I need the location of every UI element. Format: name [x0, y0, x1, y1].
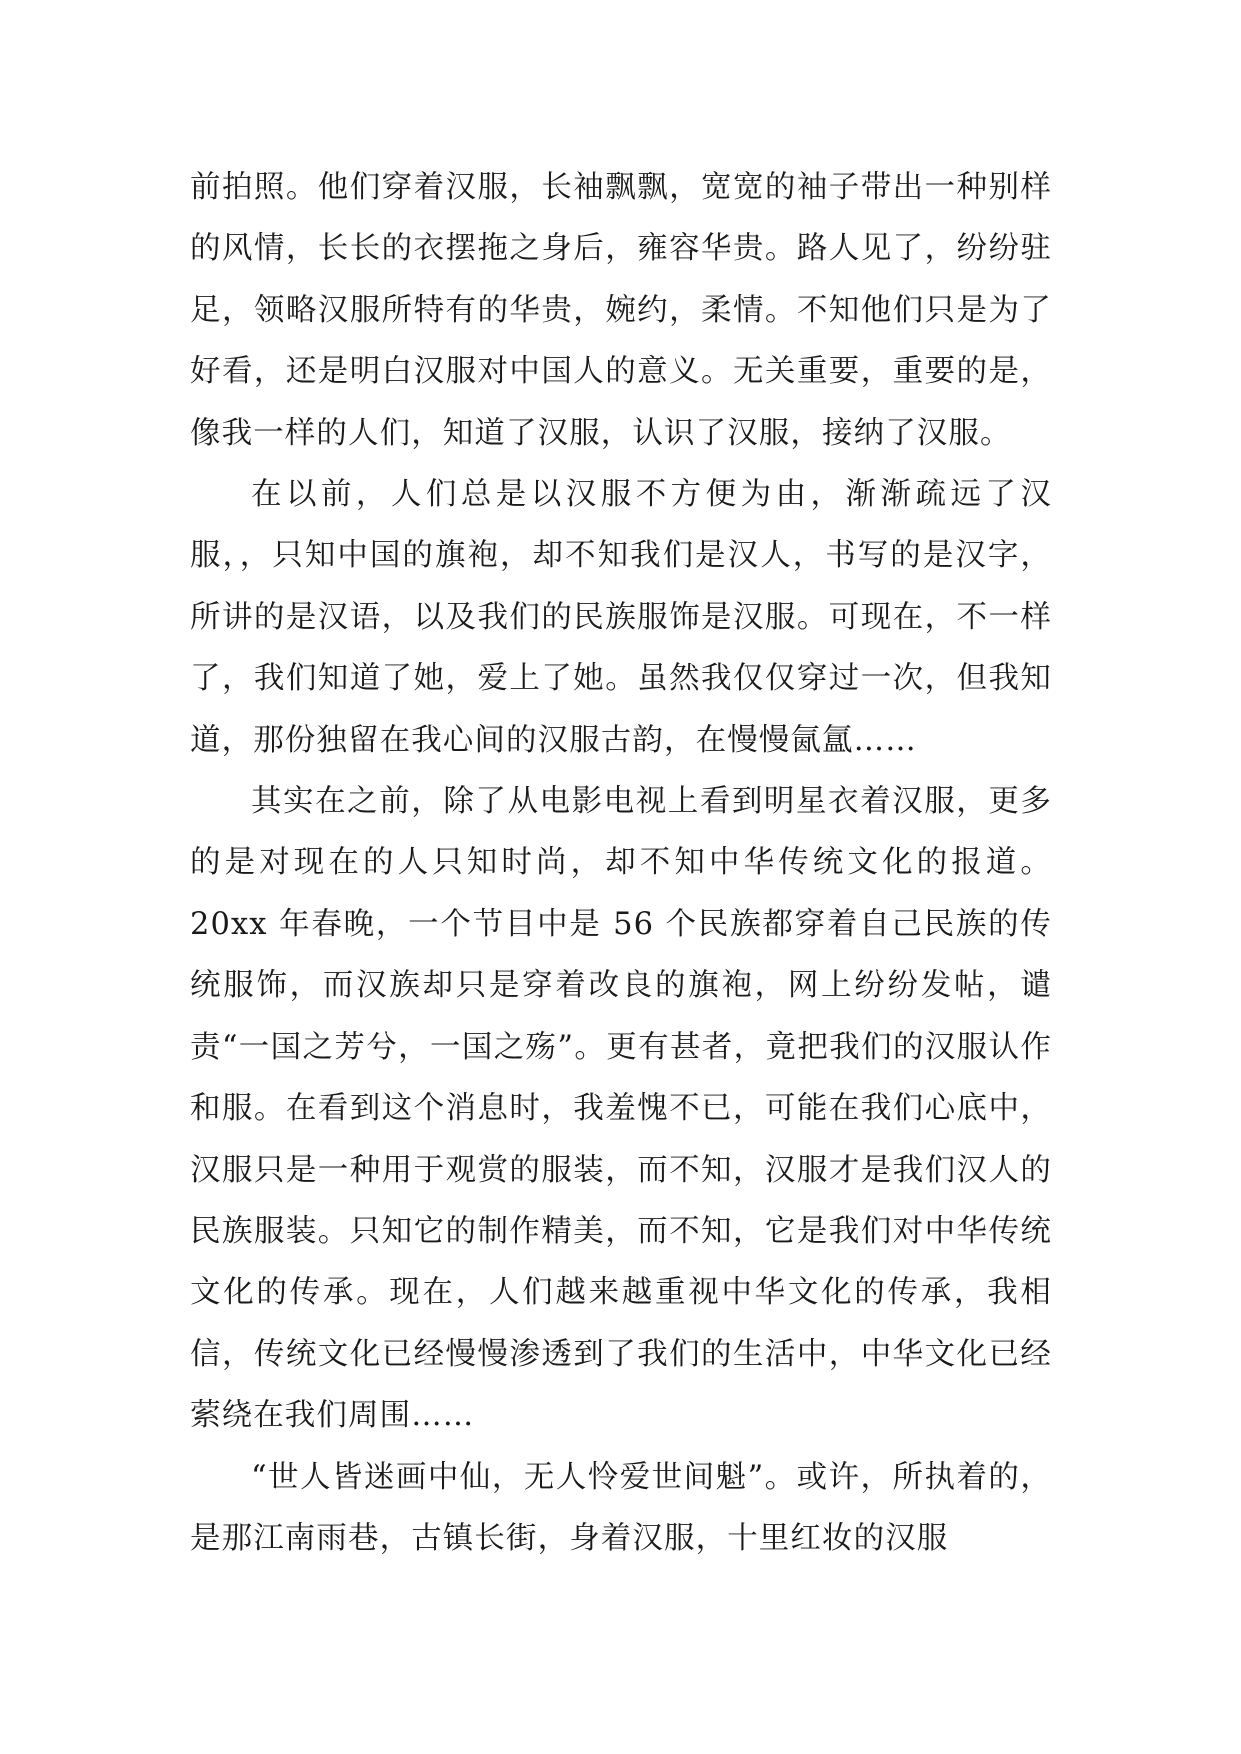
paragraph-4: “世人皆迷画中仙，无人怜爱世间魁”。或许，所执着的，是那江南雨巷，古镇长街，身着汉服，十里红妆的汉服 — [190, 1459, 1052, 1556]
paragraph-3: 其实在之前，除了从电影电视上看到明星衣着汉服，更多的是对现在的人只知时尚，却不知中华传统文化的报道。20xx 年春晚，一个节目中是 56 个民族都穿着自己民族的传统服饰，而汉族却只是穿着改良的旗袍，网上纷纷发帖，谴责“一国之芳兮，一国之殇”。更有甚者，竟把我们的汉服认作和服。在看到这个消息时，我羞愧不已，可能在我们心底中，汉服只是一种用于观赏的服装，而不知，汉服才是我们汉人的民族服装。只知它的制作精美，而不知，它是我们对中华传统文化的传承。现在，人们越来越重视中华文化的传承，我相信，传统文化已经慢慢渗透到了我们的生活中，中华文化已经萦绕在我们周围…… — [190, 784, 1052, 1434]
document-body — [190, 157, 1052, 1569]
paragraph-2: 在以前，人们总是以汉服不方便为由，渐渐疏远了汉服，，只知中国的旗袍，却不知我们是汉人，书写的是汉字，所讲的是汉语，以及我们的民族服饰是汉服。可现在，不一样了，我们知道了她，爱上了她。虽然我仅仅穿过一次，但我知道，那份独留在我心间的汉服古韵，在慢慢氤氲…… — [190, 477, 1052, 758]
paragraph-1: 前拍照。他们穿着汉服，长袖飘飘，宽宽的袖子带出一种别样的风情，长长的衣摆拖之身后，雍容华贵。路人见了，纷纷驻足，领略汉服所特有的华贵，婉约，柔情。不知他们只是为了好看，还是明白汉服对中国人的意义。无关重要，重要的是，像我一样的人们，知道了汉服，认识了汉服，接纳了汉服。 — [190, 170, 1052, 451]
